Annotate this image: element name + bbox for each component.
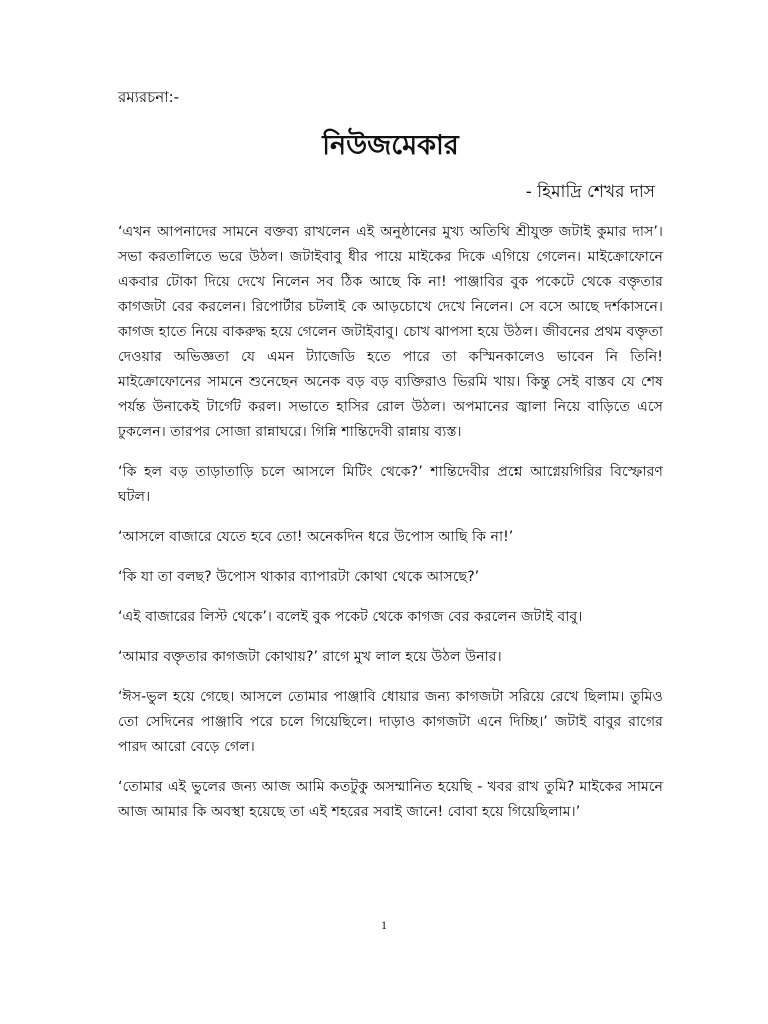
author-byline: - হিমাদ্রি শেখর দাস — [525, 182, 655, 202]
genre-label: রম্যরচনা:- — [118, 88, 180, 106]
document-page — [118, 86, 663, 840]
paragraph-5: ‘এই বাজারের লিস্ট থেকে’। বলেই বুক পকেট থেকে কাগজ বের করলেন জটাই বাবু। — [118, 609, 583, 625]
paragraph-4: ‘কি যা তা বলছ? উপোস থাকার ব্যাপারটা কোথা থেকে আসছে?’ — [118, 569, 480, 585]
story-title: নিউজমেকার — [322, 130, 459, 161]
paragraph-2: ‘কি হল বড় তাড়াতাড়ি চলে আসলে মিটিং থেকে?’ শান্তিদেবীর প্রশ্নে আগ্নেয়গিরির বিস্ফোরণ ঘটল। — [118, 464, 663, 505]
paragraph-8: ‘তোমার এই ভুলের জন্য আজ আমি কতটুকু অসম্মানিত হয়েছি - খবর রাখ তুমি? মাইকের সামনে আজ আমার কি অবস্থা হয়েছে তা এই শহরের সবাই জানে! বোবা হয়ে গিয়েছিলাম।’ — [118, 779, 663, 820]
paragraph-1: ‘এখন আপনাদের সামনে বক্তব্য রাখলেন এই অনুষ্ঠানের মুখ্য অতিথি শ্রীযুক্ত জটাই কুমার দাস’। সভা করতালিতে ভরে উঠল। জটাইবাবু ধীর পায়ে মাইকের দিকে এগিয়ে গেলেন। মাইক্রোফোনে একবার টোকা দিয়ে দেখে নিলেন সব ঠিক আছে কি না! পাঞ্জাবির বুক পকেটে থেকে বক্তৃতার কাগজটা বের করলেন। রিপোর্টার চটলাই কে আড়চোখে দেখে নিলেন। সে বসে আছে দর্শকাসনে। কাগজ হাতে নিয়ে বাকরুদ্ধ হয়ে গেলেন জটাইবাবু। চোখ ঝাপসা হয়ে উঠল। জীবনের প্রথম বক্তৃতা দেওয়ার অভিজ্ঞতা যে এমন ট্যাজেডি হতে পারে তা কস্মিনকালেও ভাবেন নি তিনি! মাইক্রোফোনের সামনে শুনেছেন অনেক বড় বড় ব্যক্তিরাও ভিরমি খায়। কিন্তু সেই বাস্তব যে শেষ পর্যন্ত উনাকেই টার্গেট করল। সভাতে হাসির রোল উঠল। অপমানের জ্বালা নিয়ে বাড়িতে এসে ঢুকলেন। তারপর সোজা রান্নাঘরে। গিন্নি শান্তিদেবী রান্নায় ব্যস্ত। — [118, 224, 663, 440]
paragraph-3: ‘আসলে বাজারে যেতে হবে তো! অনেকদিন ধরে উপোস আছি কি না!’ — [118, 529, 514, 545]
page-number: 1 — [381, 918, 387, 932]
paragraph-7: ‘ঈস-ভুল হয়ে গেছে। আসলে তোমার পাঞ্জাবি ধোয়ার জন্য কাগজটা সরিয়ে রেখে ছিলাম। তুমিও তো সেদিনের পাঞ্জাবি পরে চলে গিয়েছিলে। দাড়াও কাগজটা এনে দিচ্ছি।’ জটাই বাবুর রাগের পারদ আরো বেড়ে গেল। — [118, 689, 663, 755]
paragraph-6: ‘আমার বক্তৃতার কাগজটা কোথায়?’ রাগে মুখ লাল হয়ে উঠল উনার। — [118, 649, 502, 665]
